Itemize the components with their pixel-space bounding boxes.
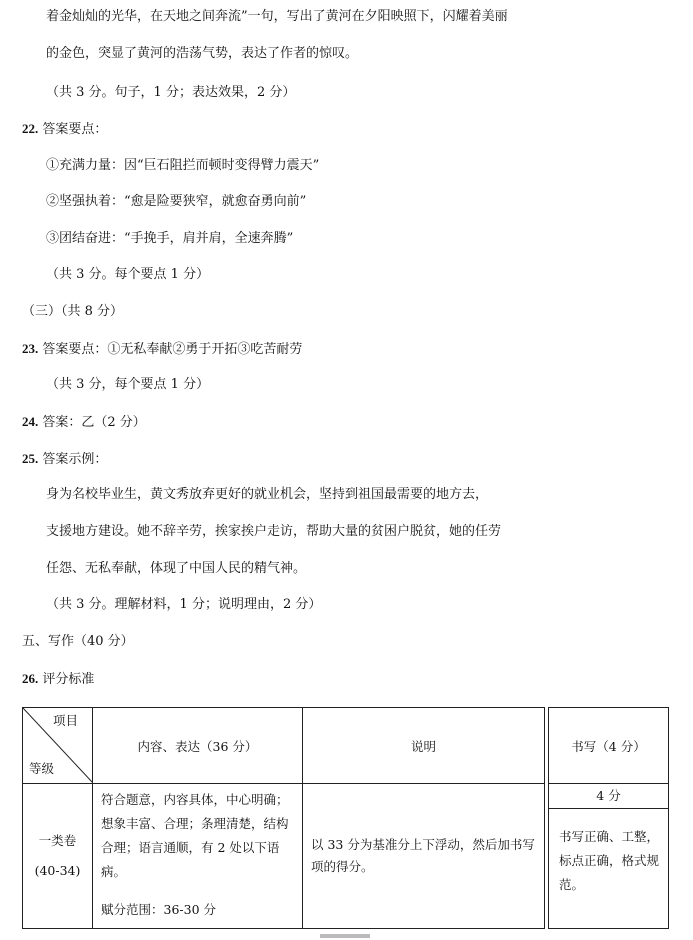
content-criteria: 符合题意，内容具体，中心明确；想象丰富、合理；条理清楚，结构合理；语言通顺，有 2 处以下语病。 [101,792,289,879]
answer-point: ③团结奋进：“手挽手，肩并肩，全速奔腾” [46,231,294,246]
grade-cell [23,784,93,929]
answer-point: ②坚强执着：“愈是险要狭窄，就愈奋勇向前” [46,194,307,209]
header-writing: 书写（4 分） [549,708,669,784]
question-number: 24. [22,414,39,429]
text-line: 支援地方建设。她不辞辛劳，挨家挨户走访，帮助大量的贫困户脱贫，她的任劳 [46,524,502,539]
header-item-label: 项目 [52,713,78,728]
content-cell [93,784,303,929]
writing-criteria: 书写正确、工整，标点正确，格式规范。 [559,829,660,892]
question-23 [22,340,302,359]
grading-table [22,707,669,929]
text-line: 任怨、无私奉献，体现了中国人民的精气神。 [46,561,307,576]
question-answer: 答案要点：①无私奉献②勇于开拓③吃苦耐劳 [42,342,303,357]
grade-range: (40-34) [34,863,81,878]
question-22 [22,120,107,139]
score-note: （共 3 分，每个要点 1 分） [46,377,210,392]
question-25 [22,450,107,469]
question-26 [22,670,94,689]
question-title: 答案示例： [42,452,108,467]
text-line: 着金灿灿的光华，在天地之间奔流”一句，写出了黄河在夕阳映照下，闪耀着美丽 [46,9,508,24]
explain-cell: 以 33 分为基准分上下浮动，然后加书写项的得分。 [303,784,545,929]
question-number: 23. [22,341,39,356]
score-note: （共 3 分。每个要点 1 分） [46,267,210,282]
page-footer-mark [320,934,370,938]
score-range: 赋分范围：36-30 分 [101,902,217,917]
section-heading: （三）（共 8 分） [22,304,124,319]
writing-cell [549,784,669,929]
answer-point: ①充满力量：因“巨石阻拦而顿时变得臂力震天” [46,158,320,173]
text-line: 的金色，突显了黄河的浩荡气势，表达了作者的惊叹。 [46,46,359,61]
score-note: （共 3 分。理解材料，1 分；说明理由，2 分） [46,597,322,612]
header-grade-label: 等级 [29,761,55,776]
header-content: 内容、表达（36 分） [93,708,303,784]
question-title: 答案要点： [42,122,108,137]
writing-score: 4 分 [549,784,668,809]
header-explain: 说明 [303,708,545,784]
question-number: 22. [22,121,39,136]
table-row [23,784,669,929]
question-24 [22,413,146,432]
score-note: （共 3 分。句子，1 分；表达效果，2 分） [46,85,296,100]
question-answer: 答案：乙（2 分） [42,415,146,430]
question-title: 评分标准 [42,672,95,687]
table-header-row [23,708,669,784]
section-heading: 五、写作（40 分） [22,634,134,649]
question-number: 25. [22,451,39,466]
diagonal-header-cell [23,708,93,784]
question-number: 26. [22,671,39,686]
text-line: 身为名校毕业生，黄文秀放弃更好的就业机会，坚持到祖国最需要的地方去， [46,487,489,502]
grade-level: 一类卷 [38,833,77,848]
